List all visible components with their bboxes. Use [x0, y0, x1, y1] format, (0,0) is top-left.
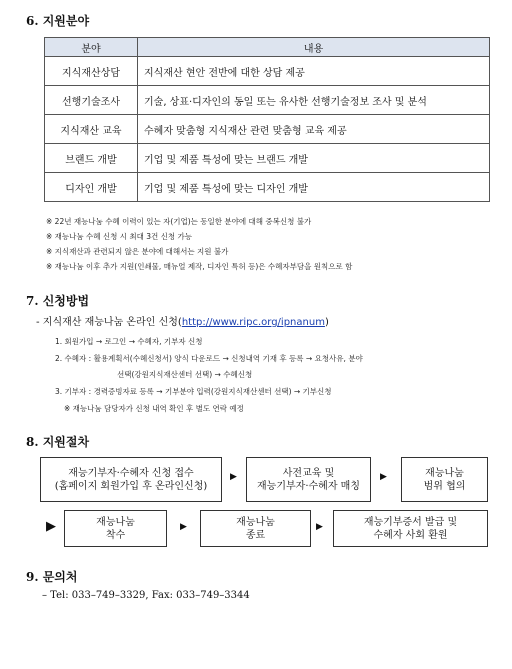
- row-field: 선행기술조사: [45, 86, 138, 115]
- table-row: [45, 144, 490, 173]
- note-4: ※ 재능나눔 이후 추가 지원(인쇄물, 매뉴얼 제작, 디자인 특허 등)은 수혜자부담을 원칙으로 함: [46, 262, 353, 271]
- apply-method-line: [36, 313, 329, 328]
- flow-text: 수혜자 사회 환원: [373, 529, 448, 541]
- flow-step-matching: [246, 457, 371, 502]
- flow-text: 재능나눔: [236, 516, 275, 528]
- flow-text: 사전교육 및: [282, 467, 335, 479]
- row-content: 기술, 상표·디자인의 동일 또는 유사한 선행기술정보 조사 및 분석: [138, 86, 490, 115]
- flow-text: 착수: [105, 529, 126, 541]
- flow-text: 재능나눔: [425, 467, 464, 479]
- flow-text: (홈페이지 회원가입 후 온라인신청): [54, 480, 208, 492]
- flow-text: 재능기부자·수혜자 매칭: [257, 480, 360, 492]
- step-2-cont: 선택(강원지식재산센터 선택) → 수혜신청: [117, 370, 253, 379]
- arrow-right-icon: ▶: [380, 472, 387, 482]
- flow-step-scope: [401, 457, 488, 502]
- section-9-title: 9. 문의처: [26, 570, 78, 584]
- note-3: ※ 지식재산과 관련되지 않은 분야에 대해서는 지원 불가: [46, 247, 229, 256]
- table-row: [45, 57, 490, 86]
- header-content: 내용: [138, 38, 490, 57]
- row-content: 기업 및 제품 특성에 맞는 디자인 개발: [138, 173, 490, 202]
- table-row: [45, 115, 490, 144]
- arrow-right-icon: ▶: [46, 519, 56, 534]
- table-row: [45, 86, 490, 115]
- table-header-row: [45, 38, 490, 57]
- note-2: ※ 재능나눔 수혜 신청 시 최대 3건 신청 가능: [46, 232, 193, 241]
- step-2: 2. 수혜자 : 활용계획서(수혜신청서) 양식 다운로드 → 신청내역 기재 후 등록 → 요청사유, 분야: [55, 354, 363, 363]
- row-content: 지식재산 현안 전반에 대한 상담 제공: [138, 57, 490, 86]
- arrow-right-icon: ▶: [316, 522, 323, 532]
- apply-suffix: ): [324, 317, 329, 328]
- flow-step-apply: [40, 457, 222, 502]
- section-8-title: 8. 지원절차: [26, 435, 90, 449]
- header-field: 분야: [45, 38, 138, 57]
- arrow-right-icon: ▶: [180, 522, 187, 532]
- flow-text: 종료: [245, 529, 266, 541]
- row-content: 기업 및 제품 특성에 맞는 브랜드 개발: [138, 144, 490, 173]
- step-note: ※ 재능나눔 담당자가 신청 내역 확인 후 별도 연락 예정: [64, 404, 244, 413]
- apply-prefix: - 지식재산 재능나눔 온라인 신청(: [36, 317, 182, 328]
- flow-step-start: [64, 510, 167, 547]
- row-field: 디자인 개발: [45, 173, 138, 202]
- section-7-title: 7. 신청방법: [26, 294, 90, 308]
- row-content: 수혜자 맞춤형 지식재산 관련 맞춤형 교육 제공: [138, 115, 490, 144]
- flow-step-certificate: [333, 510, 488, 547]
- apply-url-link[interactable]: http://www.ripc.org/ipnanum: [181, 317, 325, 328]
- flow-text: 범위 협의: [423, 480, 466, 492]
- flow-text: 재능기부자·수혜자 신청 접수: [68, 467, 194, 479]
- section-6-title: 6. 지원분야: [26, 14, 90, 28]
- row-field: 지식재산 교육: [45, 115, 138, 144]
- table-row: [45, 173, 490, 202]
- flow-text: 재능나눔: [96, 516, 135, 528]
- flow-step-end: [200, 510, 311, 547]
- row-field: 지식재산상담: [45, 57, 138, 86]
- contact-line: – Tel: 033–749–3329, Fax: 033–749–3344: [42, 590, 250, 601]
- step-3: 3. 기부자 : 경력증빙자료 등록 → 기부분야 입력(강원지식재산센터 선택) → 기부신청: [55, 387, 332, 396]
- support-fields-table: [44, 37, 490, 202]
- row-field: 브랜드 개발: [45, 144, 138, 173]
- arrow-right-icon: ▶: [230, 472, 237, 482]
- step-1: 1. 회원가입 → 로그인 → 수혜자, 기부자 신청: [55, 337, 203, 346]
- note-1: ※ 22년 재능나눔 수혜 이력이 있는 자(기업)는 동일한 분야에 대해 중복신청 불가: [46, 217, 312, 226]
- flow-text: 재능기부증서 발급 및: [363, 516, 458, 528]
